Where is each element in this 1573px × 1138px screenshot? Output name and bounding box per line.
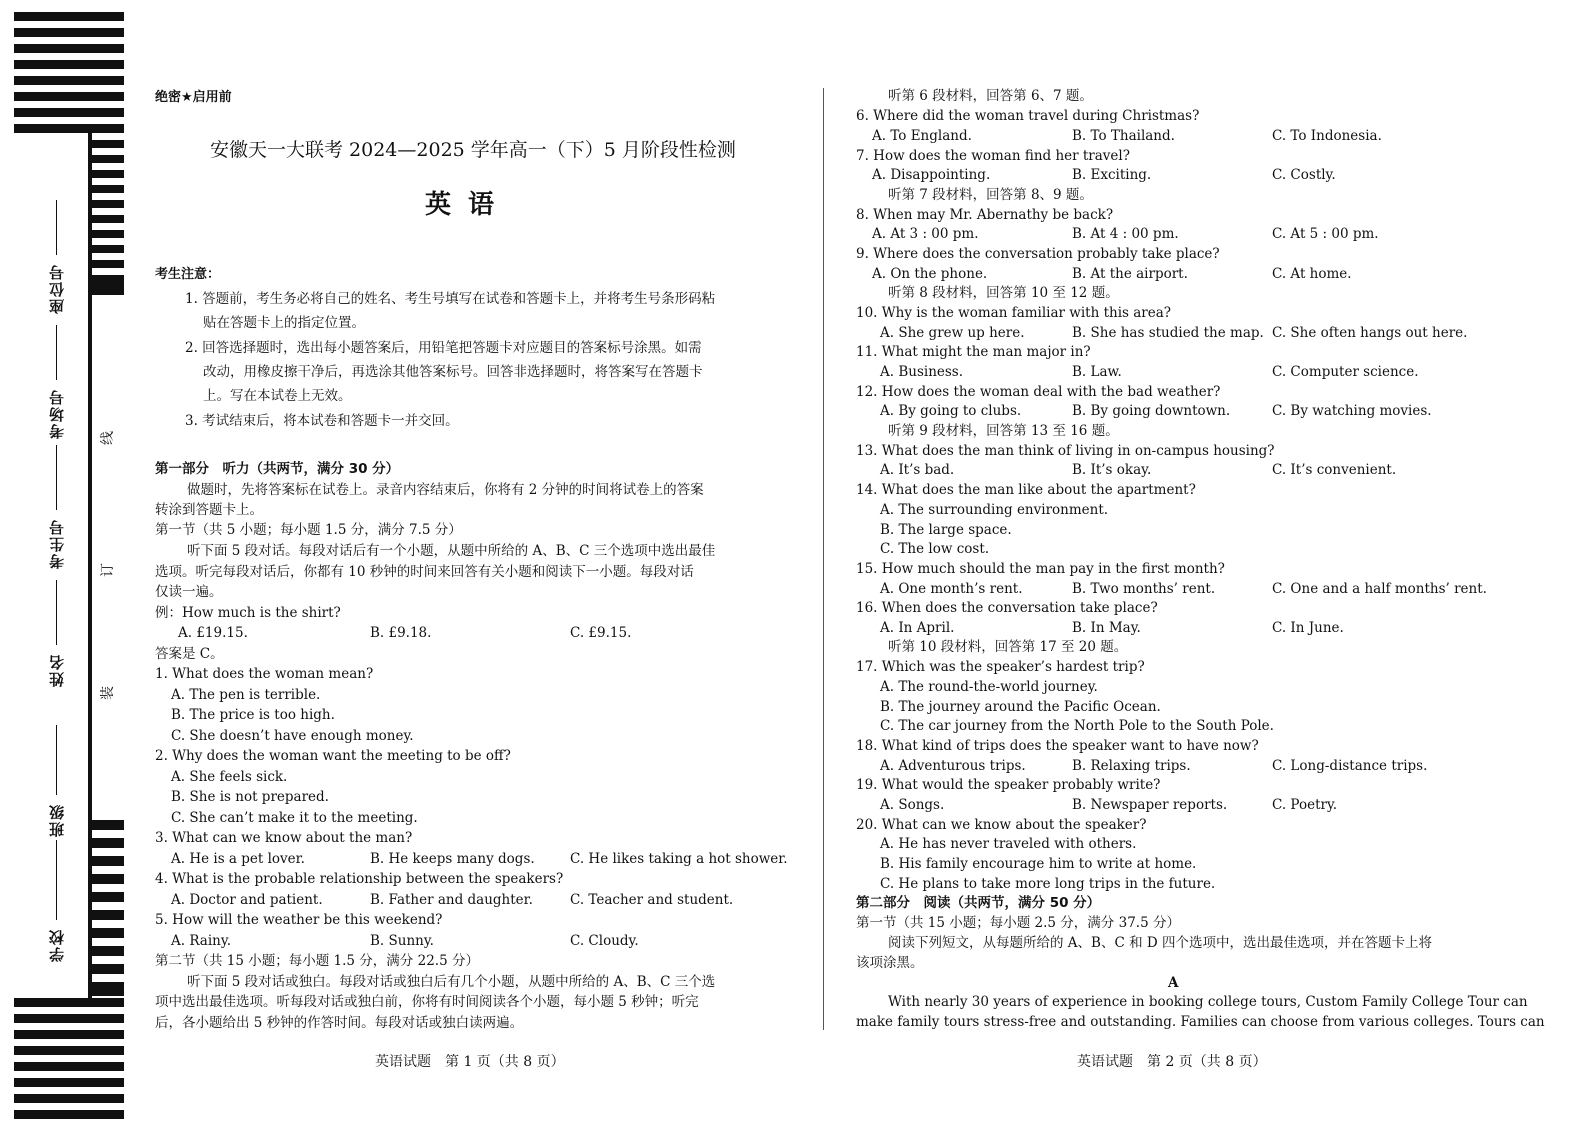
barcode-bar (92, 892, 124, 902)
sec1-title: 第一节（共 5 小题；每小题 1.5 分，满分 7.5 分） (155, 522, 462, 538)
option[interactable]: C. She doesn’t have enough money. (171, 728, 414, 744)
option[interactable]: A. The pen is terrible. (171, 687, 321, 703)
page-1-footer: 英语试题 第 1 页（共 8 页） (375, 1054, 565, 1070)
option[interactable]: B. To Thailand. (1072, 128, 1175, 144)
question-16: 16. When does the conversation take place? (856, 600, 1158, 616)
option[interactable]: C. To Indonesia. (1272, 128, 1382, 144)
question-5: 5. How will the weather be this weekend? (155, 912, 443, 928)
question-10: 10. Why is the woman familiar with this area? (856, 305, 1172, 321)
barcode-bar (14, 124, 124, 133)
sec1-intro: 仅读一遍。 (155, 584, 223, 600)
barcode-bar (14, 76, 124, 85)
option[interactable]: C. Poetry. (1272, 797, 1338, 813)
part1-intro: 转涂到答题卡上。 (155, 502, 263, 518)
barcode-bar (92, 155, 124, 163)
material-heading: 听第 6 段材料，回答第 6、7 题。 (888, 88, 1093, 104)
sec2-title: 第二节（共 15 小题；每小题 1.5 分，满分 22.5 分） (155, 953, 479, 969)
name-label: 姓名 (48, 653, 66, 687)
barcode-bar (92, 215, 124, 223)
question-14: 14. What does the man like about the apartment? (856, 482, 1196, 498)
p2sec1-intro: 阅读下列短文，从每题所给的 A、B、C 和 D 四个选项中，选出最佳选项，并在答题卡上将 (888, 935, 1432, 951)
notice-line: 2. 回答选择题时，选出每小题答案后，用铅笔把答题卡对应题目的答案标号涂黑。如需 (185, 340, 702, 356)
examno-label: 考生号 (48, 518, 66, 569)
question-4: 4. What is the probable relationship between the speakers? (155, 871, 564, 887)
option[interactable]: B. In May. (1072, 620, 1141, 636)
barcode-bar (92, 260, 124, 268)
option[interactable]: B. The journey around the Pacific Ocean. (880, 699, 1161, 715)
option[interactable]: A. Doctor and patient. (171, 892, 323, 908)
barcode-bar (92, 170, 124, 178)
passage-text: With nearly 30 years of experience in booking college tours, Custom Family College Tour can (888, 994, 1528, 1010)
option[interactable]: A. He has never traveled with others. (880, 836, 1137, 852)
option[interactable]: C. Computer science. (1272, 364, 1419, 380)
option[interactable]: A. At 3 : 00 pm. (872, 226, 979, 242)
example-option: B. £9.18. (370, 625, 432, 641)
option[interactable]: C. She often hangs out here. (1272, 325, 1468, 341)
option[interactable]: A. To England. (872, 128, 972, 144)
option[interactable]: B. The large space. (880, 522, 1012, 538)
p2sec1-intro: 该项涂黑。 (856, 955, 924, 971)
barcode-bar (14, 92, 124, 101)
material-heading: 听第 7 段材料，回答第 8、9 题。 (888, 187, 1093, 203)
option[interactable]: B. Exciting. (1072, 167, 1152, 183)
barcode-bar (92, 838, 124, 848)
option[interactable]: A. One month’s rent. (880, 581, 1023, 597)
option[interactable]: C. Cloudy. (570, 933, 639, 949)
barcode-bar (92, 140, 124, 148)
material-heading: 听第 9 段材料，回答第 13 至 16 题。 (888, 423, 1119, 439)
class-field[interactable] (46, 725, 67, 837)
option[interactable]: C. One and a half months’ rent. (1272, 581, 1487, 597)
barcode-bar (14, 28, 124, 37)
option[interactable]: A. On the phone. (872, 266, 988, 282)
question-13: 13. What does the man think of living in on-campus housing? (856, 443, 1275, 459)
option[interactable]: A. It’s bad. (880, 462, 955, 478)
barcode-bar (14, 44, 124, 53)
subject-title: 英 语 (425, 190, 499, 220)
exam-title: 安徽天一大联考 2024—2025 学年高一（下）5 月阶段性检测 (210, 139, 736, 161)
option[interactable]: A. Business. (880, 364, 964, 380)
school-field[interactable] (46, 840, 67, 962)
question-11: 11. What might the man major in? (856, 344, 1091, 360)
option[interactable]: B. It’s okay. (1072, 462, 1152, 478)
question-20: 20. What can we know about the speaker? (856, 817, 1147, 833)
question-19: 19. What would the speaker probably write? (856, 777, 1161, 793)
part2-title: 第二部分 阅读（共两节，满分 50 分） (856, 895, 1101, 911)
option[interactable]: B. He keeps many dogs. (370, 851, 535, 867)
passage-label: A (1168, 975, 1179, 991)
barcode-bar (14, 108, 124, 117)
seat-label: 座位号 (48, 263, 66, 314)
option[interactable]: A. He is a pet lover. (171, 851, 305, 867)
p2sec1-title: 第一节（共 15 小题；每小题 2.5 分，满分 37.5 分） (856, 915, 1180, 931)
sec2-intro: 听下面 5 段对话或独白。每段对话或独白后有几个小题，从题中所给的 A、B、C 三个选 (187, 974, 716, 990)
binding-line-char: 线 (100, 431, 116, 445)
secret-mark: 绝密★启用前 (155, 90, 232, 105)
barcode-bar (92, 200, 124, 208)
barcode-bar (92, 820, 124, 830)
option[interactable]: B. At the airport. (1072, 266, 1188, 282)
option[interactable]: B. Sunny. (370, 933, 434, 949)
barcode-bar (92, 964, 124, 974)
barcode-bar (14, 1014, 124, 1023)
notice-line: 上。写在本试卷上无效。 (203, 388, 352, 404)
part1-intro: 做题时，先将答案标在试卷上。录音内容结束后，你将有 2 分钟的时间将试卷上的答案 (187, 482, 704, 498)
option[interactable]: B. By going downtown. (1072, 403, 1231, 419)
option[interactable]: C. The car journey from the North Pole to the South Pole. (880, 718, 1274, 734)
barcode-bar (92, 874, 124, 884)
option[interactable]: C. Long-distance trips. (1272, 758, 1428, 774)
option[interactable]: B. The price is too high. (171, 707, 335, 723)
class-label: 班级 (48, 803, 66, 837)
option[interactable]: A. Songs. (880, 797, 945, 813)
question-15: 15. How much should the man pay in the first month? (856, 561, 1225, 577)
sec2-intro: 项中选出最佳选项。听每段对话或独白前，你将有时间阅读各个小题，每小题 5 秒钟；听完 (155, 994, 699, 1010)
question-1: 1. What does the woman mean? (155, 666, 374, 682)
question-7: 7. How does the woman find her travel? (856, 148, 1130, 164)
option[interactable]: C. It’s convenient. (1272, 462, 1397, 478)
barcode-bar (92, 185, 124, 193)
option[interactable]: B. Relaxing trips. (1072, 758, 1191, 774)
barcode-bar (14, 1062, 124, 1071)
option[interactable]: B. At 4 : 00 pm. (1072, 226, 1179, 242)
example-option: C. £9.15. (570, 625, 632, 641)
question-17: 17. Which was the speaker’s hardest trip? (856, 659, 1145, 675)
option[interactable]: C. She can’t make it to the meeting. (171, 810, 418, 826)
notice-line: 3. 考试结束后，将本试卷和答题卡一并交回。 (185, 413, 459, 429)
example-option: A. £19.15. (178, 625, 248, 641)
barcode-bar (14, 1078, 124, 1087)
option[interactable]: C. Costly. (1272, 167, 1336, 183)
sec2-intro: 后，各小题给出 5 秒钟的作答时间。每段对话或独白读两遍。 (155, 1015, 524, 1031)
option[interactable]: B. She has studied the map. (1072, 325, 1264, 341)
examno-field[interactable] (46, 445, 67, 569)
barcode-bar (92, 910, 124, 920)
question-18: 18. What kind of trips does the speaker want to have now? (856, 738, 1259, 754)
option[interactable]: A. In April. (880, 620, 955, 636)
option[interactable]: C. At 5 : 00 pm. (1272, 226, 1379, 242)
option[interactable]: A. She grew up here. (880, 325, 1025, 341)
option[interactable]: B. Two months’ rent. (1072, 581, 1216, 597)
option[interactable]: B. His family encourage him to write at home. (880, 856, 1197, 872)
page-2-footer: 英语试题 第 2 页（共 8 页） (1077, 1054, 1267, 1070)
option[interactable]: A. The surrounding environment. (880, 502, 1109, 518)
part1-title: 第一部分 听力（共两节，满分 30 分） (155, 461, 400, 477)
room-field[interactable] (46, 325, 67, 439)
notice-heading: 考生注意： (155, 267, 221, 282)
barcode-bar (14, 998, 124, 1007)
barcode-bar (14, 12, 124, 21)
page-divider (823, 88, 824, 1030)
option[interactable]: C. The low cost. (880, 541, 990, 557)
option[interactable]: C. By watching movies. (1272, 403, 1432, 419)
option[interactable]: C. He likes taking a hot shower. (570, 851, 788, 867)
option[interactable]: A. By going to clubs. (880, 403, 1022, 419)
sec1-intro: 选项。听完每段对话后，你都有 10 秒钟的时间来回答有关小题和阅读下一小题。每段对话 (155, 564, 694, 580)
option[interactable]: C. He plans to take more long trips in the future. (880, 876, 1216, 892)
school-label: 学校 (48, 928, 66, 962)
binding-zhuang-char: 装 (100, 686, 116, 700)
example-question: 例：How much is the shirt? (155, 605, 341, 621)
option[interactable]: A. Disappointing. (872, 167, 991, 183)
notice-line: 改动，用橡皮擦干净后，再选涂其他答案标号。回答非选择题时，将答案写在答题卡 (203, 364, 703, 380)
binding-ding-char: 订 (100, 563, 116, 577)
barcode-bar (14, 1030, 124, 1039)
question-3: 3. What can we know about the man? (155, 830, 413, 846)
binding-strip (0, 0, 130, 1138)
barcode-bar (92, 946, 124, 956)
option[interactable]: C. In June. (1272, 620, 1344, 636)
barcode-bar (92, 275, 124, 295)
barcode-bar (92, 856, 124, 866)
example-answer: 答案是 C。 (155, 646, 224, 662)
option[interactable]: B. She is not prepared. (171, 789, 329, 805)
question-6: 6. Where did the woman travel during Christmas? (856, 108, 1200, 124)
barcode-bar (92, 230, 124, 238)
barcode-bar (14, 1094, 124, 1103)
question-8: 8. When may Mr. Abernathy be back? (856, 207, 1114, 223)
option[interactable]: A. Rainy. (171, 933, 231, 949)
option[interactable]: A. Adventurous trips. (880, 758, 1026, 774)
passage-text: make family tours stress-free and outstanding. Families can choose from various colleges. Tours can (856, 1014, 1545, 1030)
sec1-intro: 听下面 5 段对话。每段对话后有一个小题，从题中所给的 A、B、C 三个选项中选出最佳 (187, 543, 716, 559)
question-2: 2. Why does the woman want the meeting to be off? (155, 748, 511, 764)
seat-field[interactable] (46, 200, 67, 314)
room-label: 考场号 (48, 388, 66, 439)
option[interactable]: B. Law. (1072, 364, 1122, 380)
notice-line: 1. 答题前，考生务必将自己的姓名、考生号填写在试卷和答题卡上，并将考生号条形码粘 (185, 291, 716, 307)
barcode-bar (92, 245, 124, 253)
question-12: 12. How does the woman deal with the bad weather? (856, 384, 1221, 400)
notice-line: 贴在答题卡上的指定位置。 (203, 315, 365, 331)
barcode-bar (14, 60, 124, 69)
option[interactable]: C. At home. (1272, 266, 1352, 282)
name-field[interactable] (46, 580, 67, 687)
question-9: 9. Where does the conversation probably take place? (856, 246, 1220, 262)
option[interactable]: C. Teacher and student. (570, 892, 734, 908)
option[interactable]: A. She feels sick. (171, 769, 288, 785)
option[interactable]: B. Newspaper reports. (1072, 797, 1228, 813)
option[interactable]: A. The round-the-world journey. (880, 679, 1098, 695)
material-heading: 听第 10 段材料，回答第 17 至 20 题。 (888, 639, 1128, 655)
barcode-bar (92, 928, 124, 938)
option[interactable]: B. Father and daughter. (370, 892, 533, 908)
barcode-bar (92, 982, 124, 996)
material-heading: 听第 8 段材料，回答第 10 至 12 题。 (888, 285, 1119, 301)
barcode-bar (14, 1046, 124, 1055)
barcode-bar (14, 1110, 124, 1119)
